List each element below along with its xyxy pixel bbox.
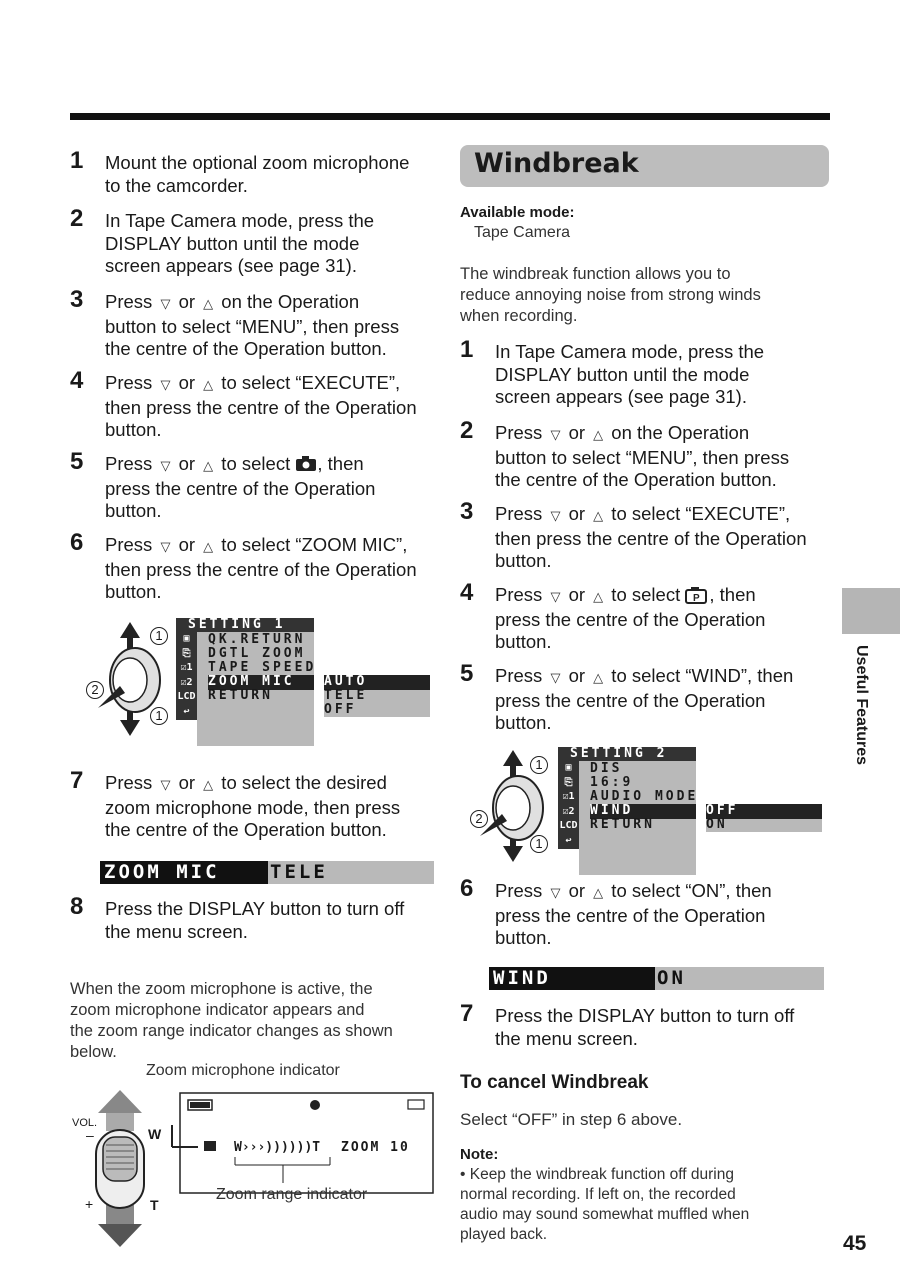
- minus-label: –: [86, 1127, 94, 1143]
- page-number: 45: [843, 1232, 867, 1255]
- menu-item-qk-return: QK.RETURN: [208, 632, 306, 647]
- step-text: Press ▽ or △ to select “EXECUTE”, then press the centre of the Operation button.: [105, 372, 417, 440]
- step-text: Press ▽ or △ to select , then press the centre of the Operation button.: [105, 453, 376, 521]
- menu-item-zoom-mic: ZOOM MIC: [208, 675, 314, 690]
- step-text: Press the DISPLAY button to turn off the menu screen.: [495, 1005, 795, 1049]
- step-text: Press ▽ or △ to select P , then press the centre of the Operation button.: [495, 584, 766, 652]
- zoom-range-indicator: W›››))))))T: [234, 1140, 321, 1155]
- zoom-readout: ZOOM 10: [341, 1140, 410, 1155]
- step-text: In Tape Camera mode, press the DISPLAY button until the mode screen appears (see page 31).: [105, 210, 375, 276]
- triangle-up-icon: △: [593, 885, 604, 900]
- bar-value: ON: [655, 967, 824, 990]
- step-number: 7: [70, 767, 84, 794]
- step-text: Press ▽ or △ to select the desired zoom microphone mode, then press the centre of the Operation button.: [105, 772, 401, 840]
- step-number: 6: [460, 875, 474, 902]
- step-text: Mount the optional zoom microphone to the camcorder.: [105, 152, 410, 196]
- camera-icon: ▣: [565, 762, 572, 773]
- option-auto: AUTO: [324, 675, 430, 690]
- step-text: Press ▽ or △ on the Operation button to select “MENU”, then press the centre of the Operation button.: [105, 291, 400, 359]
- triangle-up-icon: △: [593, 670, 604, 685]
- callout-1: 1: [530, 756, 548, 774]
- step-number: 4: [70, 367, 84, 394]
- t-label: T: [150, 1197, 159, 1213]
- step-number: 1: [70, 147, 84, 174]
- menu-item-dis: DIS: [590, 761, 623, 776]
- callout-1: 1: [150, 627, 168, 645]
- svg-text:P: P: [693, 593, 701, 604]
- setting-2-icon: ☑2: [562, 805, 575, 817]
- step-number: 1: [460, 336, 474, 363]
- triangle-down-icon: ▽: [160, 377, 171, 392]
- step-number: 2: [460, 417, 474, 444]
- playback-icon: [685, 586, 709, 604]
- menu-icon-column: [176, 632, 197, 720]
- triangle-down-icon: ▽: [550, 670, 561, 685]
- operation-button-diagram: [468, 748, 568, 866]
- zoom-mic-bar: [100, 861, 434, 884]
- lcd-icon: LCD: [559, 820, 578, 831]
- windbreak-intro: The windbreak function allows you to reduce annoying noise from strong winds when recording.: [460, 265, 761, 325]
- return-icon: ↩: [183, 705, 190, 717]
- section-heading: Windbreak: [474, 148, 639, 179]
- zoom-mic-note: When the zoom microphone is active, the zoom microphone indicator appears and the zoom range indicator changes as shown below.: [70, 980, 393, 1061]
- windbreak-heading-box: [460, 145, 829, 187]
- menu-item-tape-speed: TAPE SPEED: [208, 660, 317, 675]
- zoom-lever-diagram: [70, 1085, 442, 1250]
- w-label: W: [148, 1126, 162, 1142]
- step-number: 3: [70, 286, 84, 313]
- camera-icon: ▣: [183, 633, 190, 644]
- bar-label: WIND: [489, 967, 655, 990]
- note-text: • Keep the windbreak function off during normal recording. If left on, the recorded audio may sound somewhat muffled when played back.: [460, 1166, 750, 1243]
- step-number: 6: [70, 529, 84, 556]
- triangle-down-icon: ▽: [160, 539, 171, 554]
- menu-item-wind: WIND: [590, 804, 696, 819]
- vol-label: VOL.: [72, 1117, 98, 1129]
- step-number: 8: [70, 893, 84, 920]
- triangle-up-icon: △: [203, 377, 214, 392]
- step-number: 3: [460, 498, 474, 525]
- step-number: 2: [70, 205, 84, 232]
- wind-bar: [489, 967, 824, 990]
- callout-2: 2: [470, 810, 488, 828]
- top-rule: [70, 113, 830, 120]
- triangle-up-icon: △: [203, 458, 214, 473]
- step-number: 4: [460, 579, 474, 606]
- step-text: Press ▽ or △ to select “EXECUTE”, then press the centre of the Operation button.: [495, 503, 807, 571]
- step-number: 7: [460, 1000, 474, 1027]
- step-number: 5: [70, 448, 84, 475]
- step-text: Press ▽ or △ to select “ZOOM MIC”, then press the centre of the Operation button.: [105, 534, 417, 602]
- step-number: 5: [460, 660, 474, 687]
- step-text: Press ▽ or △ to select “ON”, then press the centre of the Operation button.: [495, 880, 772, 948]
- range-indicator-label: Zoom range indicator: [216, 1186, 368, 1203]
- menu-icon-column: [558, 761, 579, 849]
- menu-item-return: RETURN: [208, 688, 273, 703]
- triangle-down-icon: ▽: [550, 589, 561, 604]
- playback-icon: ⎘: [182, 647, 191, 659]
- mic-indicator-label: Zoom microphone indicator: [146, 1062, 340, 1079]
- setting-1-icon: ☑1: [562, 791, 575, 802]
- triangle-down-icon: ▽: [160, 777, 171, 792]
- callout-1: 1: [530, 835, 548, 853]
- menu-item-audio-mode: AUDIO MODE: [590, 789, 699, 804]
- side-tab-label: Useful Features: [853, 645, 870, 766]
- menu-header: SETTING 1: [176, 618, 314, 632]
- step-text: Press ▽ or △ to select “WIND”, then press the centre of the Operation button.: [495, 665, 794, 733]
- menu-item-16-9: 16:9: [590, 775, 634, 790]
- menu-item-dgtl-zoom: DGTL ZOOM: [208, 646, 306, 661]
- side-tab: [842, 588, 900, 634]
- camera-icon: [295, 456, 317, 472]
- cancel-heading: To cancel Windbreak: [460, 1072, 649, 1093]
- option-off: OFF: [324, 702, 357, 717]
- callout-1: 1: [150, 707, 168, 725]
- available-mode-value: Tape Camera: [474, 224, 571, 241]
- playback-icon: ⎘: [564, 776, 573, 788]
- triangle-up-icon: △: [593, 589, 604, 604]
- triangle-up-icon: △: [203, 777, 214, 792]
- triangle-down-icon: ▽: [160, 296, 171, 311]
- note-label: Note:: [460, 1146, 499, 1163]
- setting-1-icon: ☑1: [180, 662, 193, 673]
- available-mode-label: Available mode:: [460, 204, 575, 221]
- step-text: Press the DISPLAY button to turn off the menu screen.: [105, 898, 405, 942]
- bar-value: TELE: [268, 861, 434, 884]
- triangle-up-icon: △: [593, 508, 604, 523]
- option-tele: TELE: [324, 688, 368, 703]
- triangle-down-icon: ▽: [550, 885, 561, 900]
- triangle-down-icon: ▽: [160, 458, 171, 473]
- triangle-up-icon: △: [593, 427, 604, 442]
- lcd-icon: LCD: [177, 691, 196, 702]
- callout-2: 2: [86, 681, 104, 699]
- triangle-down-icon: ▽: [550, 427, 561, 442]
- step-text: Press ▽ or △ on the Operation button to select “MENU”, then press the centre of the Operation button.: [495, 422, 790, 490]
- cancel-text: Select “OFF” in step 6 above.: [460, 1110, 683, 1129]
- menu-item-return: RETURN: [590, 817, 655, 832]
- triangle-up-icon: △: [203, 539, 214, 554]
- menu-header: SETTING 2: [558, 747, 696, 761]
- setting-2-icon: ☑2: [180, 676, 193, 688]
- plus-label: +: [85, 1196, 94, 1212]
- step-text: In Tape Camera mode, press the DISPLAY button until the mode screen appears (see page 31).: [495, 341, 765, 407]
- option-off: OFF: [706, 804, 822, 819]
- bar-label: ZOOM MIC: [100, 861, 268, 884]
- triangle-down-icon: ▽: [550, 508, 561, 523]
- return-icon: ↩: [565, 834, 572, 846]
- option-on: ON: [706, 817, 728, 832]
- triangle-up-icon: △: [203, 296, 214, 311]
